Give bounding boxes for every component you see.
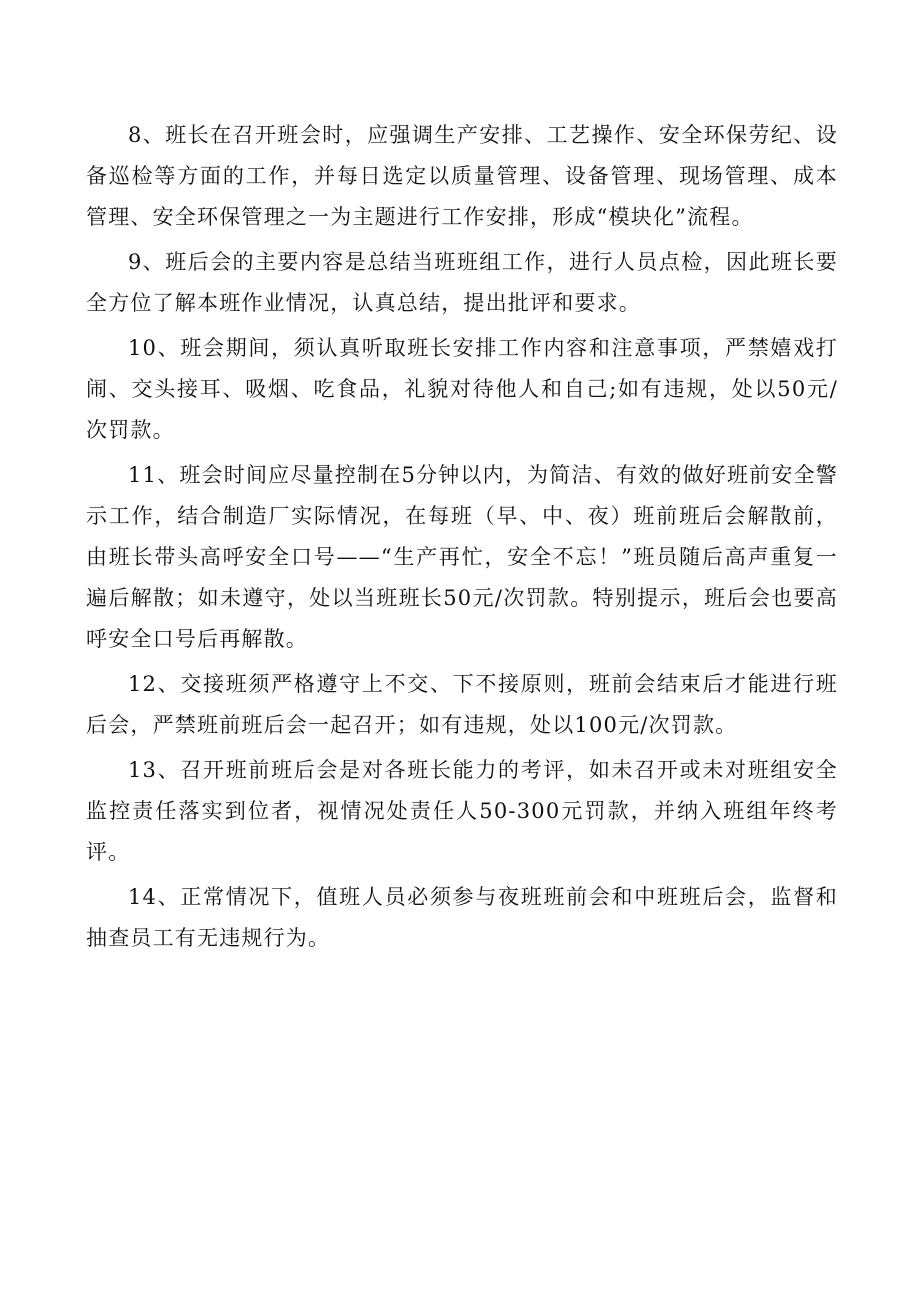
paragraph-12: 12、交接班须严格遵守上不交、下不接原则，班前会结束后才能进行班后会，严禁班前班后会一起召开；如有违规，处以100元/次罚款。 bbox=[86, 672, 838, 737]
paragraph-9: 9、班后会的主要内容是总结当班班组工作，进行人员点检，因此班长要全方位了解本班作业情况，认真总结，提出批评和要求。 bbox=[86, 250, 838, 315]
paragraph-8: 8、班长在召开班会时，应强调生产安排、工艺操作、安全环保劳纪、设备巡检等方面的工作，并每日选定以质量管理、设备管理、现场管理、成本管理、安全环保管理之一为主题进行工作安排，形成“模块化”流程。 bbox=[86, 123, 838, 229]
document-body bbox=[86, 115, 838, 963]
paragraph-14: 14、正常情况下，值班人员必须参与夜班班前会和中班班后会，监督和抽查员工有无违规行为。 bbox=[86, 885, 838, 950]
paragraph-10: 10、班会期间，须认真听取班长安排工作内容和注意事项，严禁嬉戏打闹、交头接耳、吸烟、吃食品，礼貌对待他人和自己;如有违规，处以50元/次罚款。 bbox=[86, 336, 838, 442]
paragraph-11: 11、班会时间应尽量控制在5分钟以内，为简洁、有效的做好班前安全警示工作，结合制造厂实际情况，在每班（早、中、夜）班前班后会解散前，由班长带头高呼安全口号——“生产再忙，安全不忘！”班员随后高声重复一遍后解散；如未遵守，处以当班班长50元/次罚款。特别提示，班后会也要高呼安全口号后再解散。 bbox=[86, 463, 838, 651]
paragraph-13: 13、召开班前班后会是对各班长能力的考评，如未召开或未对班组安全监控责任落实到位者，视情况处责任人50-300元罚款，并纳入班组年终考评。 bbox=[86, 758, 838, 864]
